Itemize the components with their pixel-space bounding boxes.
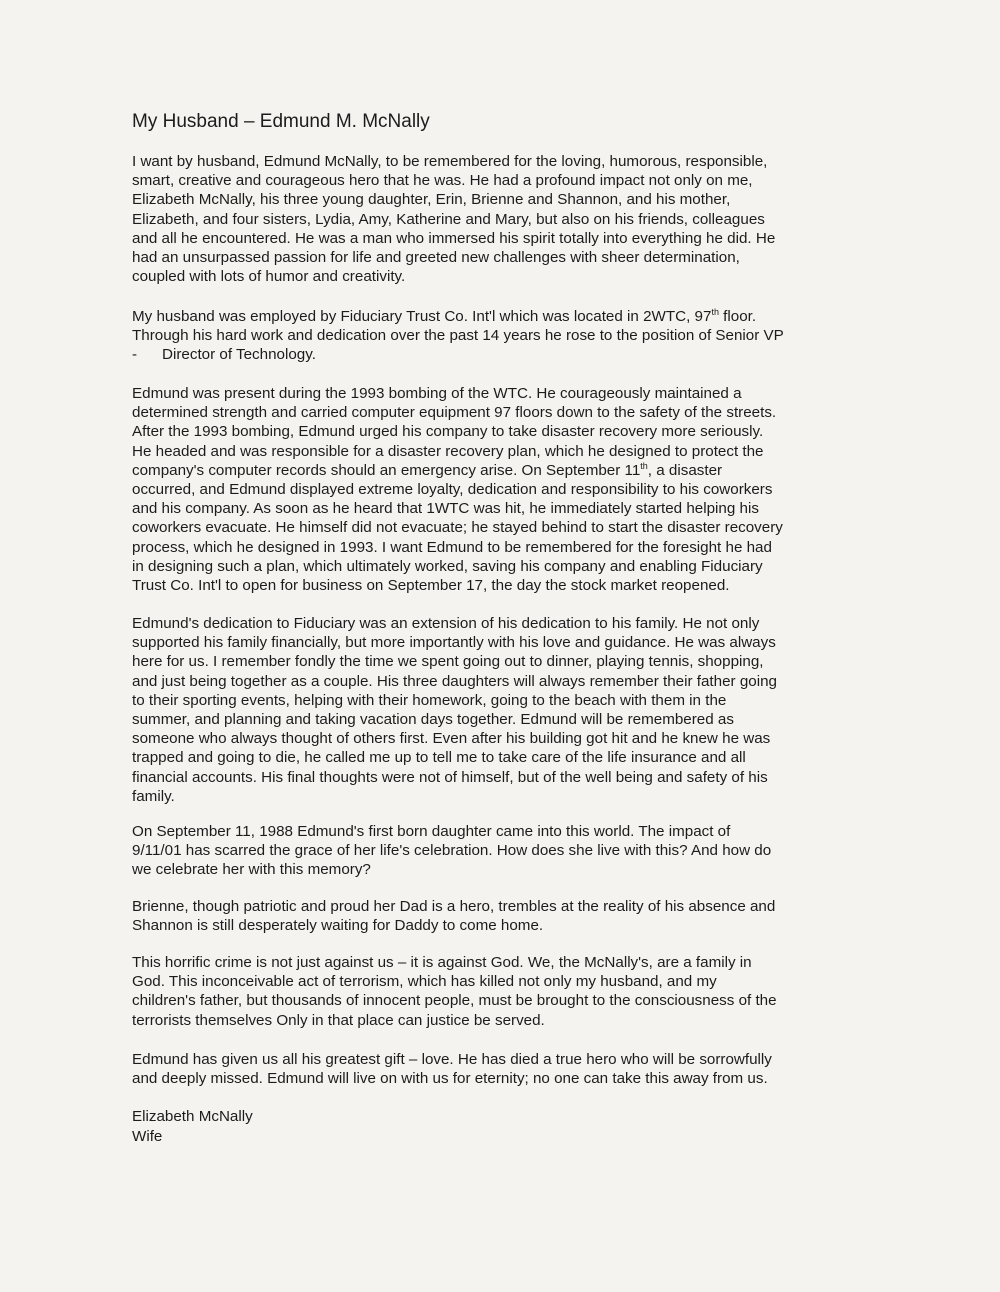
- text-line: coworkers evacuate. He himself did not evacuate; he stayed behind to start the disaster recovery: [132, 519, 783, 537]
- text-line: He headed and was responsible for a disaster recovery plan, which he designed to protect the: [132, 442, 764, 460]
- paragraph-1: [132, 152, 852, 286]
- text-line: had an unsurpassed passion for life and greeted new challenges with sheer determination,: [132, 249, 740, 267]
- text-line: and all he encountered. He was a man who immersed his spirit totally into everything he did. He: [132, 229, 776, 247]
- text-segment: , a disaster: [647, 461, 723, 479]
- list-dash: -: [132, 346, 138, 364]
- text-line: This horrific crime is not just against us – it is against God. We, the McNally's, are a family in: [132, 954, 752, 971]
- text-line: to their sporting events, helping with their homework, going to the beach with them in the: [132, 691, 727, 709]
- text-line: someone who always thought of others first. Even after his building got hit and he knew he was: [132, 730, 771, 748]
- text-segment: My husband was employed by Fiduciary Trust Co. Int'l which was located in 2WTC, 97: [132, 308, 712, 325]
- text-line: After the 1993 bombing, Edmund urged his company to take disaster recovery more seriously.: [132, 423, 764, 441]
- text-line: Shannon is still desperately waiting for Daddy to come home.: [132, 917, 544, 935]
- text-line: family.: [132, 787, 175, 805]
- text-line: God. This inconceivable act of terrorism, which has killed not only my husband, and my: [132, 973, 717, 991]
- text-line: [132, 461, 852, 480]
- text-line: [132, 345, 852, 364]
- paragraph-6: [132, 897, 852, 935]
- text-line: Trust Co. Int'l to open for business on September 17, the day the stock market reopened.: [132, 577, 730, 595]
- text-line: and deeply missed. Edmund will live on with us for eternity; no one can take this away from us.: [132, 1070, 768, 1088]
- text-line: children's father, but thousands of innocent people, must be brought to the consciousness of the: [132, 992, 777, 1010]
- text-line: On September 11, 1988 Edmund's first born daughter came into this world. The impact of: [132, 823, 731, 840]
- text-line: Edmund's dedication to Fiduciary was an extension of his dedication to his family. He not only: [132, 615, 760, 632]
- text-line: smart, creative and courageous hero that he was. He had a profound impact not only on me,: [132, 172, 753, 190]
- text-line: here for us. I remember fondly the time we spent going out to dinner, playing tennis, shopping,: [132, 653, 764, 671]
- paragraph-3: [132, 384, 852, 595]
- text-line: Elizabeth, and four sisters, Lydia, Amy, Katherine and Mary, but also on his friends, colleagues: [132, 210, 765, 228]
- paragraph-7: [132, 953, 852, 1030]
- text-line: Edmund was present during the 1993 bombing of the WTC. He courageously maintained a: [132, 385, 742, 402]
- paragraph-2: [132, 307, 852, 365]
- letter-title: My Husband – Edmund M. McNally: [132, 111, 430, 132]
- superscript: th: [711, 306, 719, 317]
- paragraph-8: [132, 1050, 852, 1088]
- text-line: [132, 307, 852, 326]
- signature-name: Elizabeth McNally: [132, 1108, 253, 1125]
- text-line: occurred, and Edmund displayed extreme loyalty, dedication and responsibility to his coworkers: [132, 481, 773, 499]
- text-line: financial accounts. His final thoughts were not of himself, but of the well being and safety of his: [132, 768, 768, 786]
- signature-block: [132, 1107, 253, 1147]
- text-line: supported his family financially, but more importantly with his love and guidance. He was always: [132, 634, 776, 652]
- paragraph-4: [132, 614, 852, 806]
- superscript: th: [640, 460, 648, 471]
- text-line: in designing such a plan, which ultimately worked, saving his company and enabling Fiduciary: [132, 557, 763, 575]
- text-line: trapped and going to die, he called me up to tell me to take care of the life insurance and all: [132, 749, 746, 767]
- text-line: summer, and planning and taking vacation days together. Edmund will be remembered as: [132, 711, 734, 729]
- text-line: process, which he designed in 1993. I want Edmund to be remembered for the foresight he had: [132, 538, 772, 556]
- text-line: and just being together as a couple. His three daughters will always remember their father going: [132, 672, 777, 690]
- text-segment: floor.: [718, 308, 757, 325]
- text-segment: company's computer records should an emergency arise. On September 11: [132, 461, 641, 479]
- text-line: Through his hard work and dedication over the past 14 years he rose to the position of Senior VP: [132, 327, 784, 345]
- text-line: I want by husband, Edmund McNally, to be remembered for the loving, humorous, responsible,: [132, 153, 768, 170]
- paragraph-5: [132, 822, 852, 880]
- text-line: terrorists themselves Only in that place can justice be served.: [132, 1011, 545, 1029]
- text-line: we celebrate her with this memory?: [132, 861, 371, 879]
- text-line: and his company. As soon as he heard that 1WTC was hit, he immediately started helping his: [132, 500, 759, 518]
- text-line: Elizabeth McNally, his three young daughter, Erin, Brienne and Shannon, and his mother,: [132, 191, 731, 209]
- text-line: determined strength and carried computer equipment 97 floors down to the safety of the streets.: [132, 404, 777, 422]
- signature-role: Wife: [132, 1128, 163, 1145]
- text-line: Brienne, though patriotic and proud her Dad is a hero, trembles at the reality of his absence and: [132, 898, 776, 915]
- text-line: 9/11/01 has scarred the grace of her life's celebration. How does she live with this? And how do: [132, 842, 772, 860]
- text-line: coupled with lots of humor and creativity.: [132, 268, 406, 286]
- text-line: Edmund has given us all his greatest gift – love. He has died a true hero who will be sorrowfully: [132, 1051, 772, 1068]
- text-segment: Director of Technology.: [162, 346, 316, 364]
